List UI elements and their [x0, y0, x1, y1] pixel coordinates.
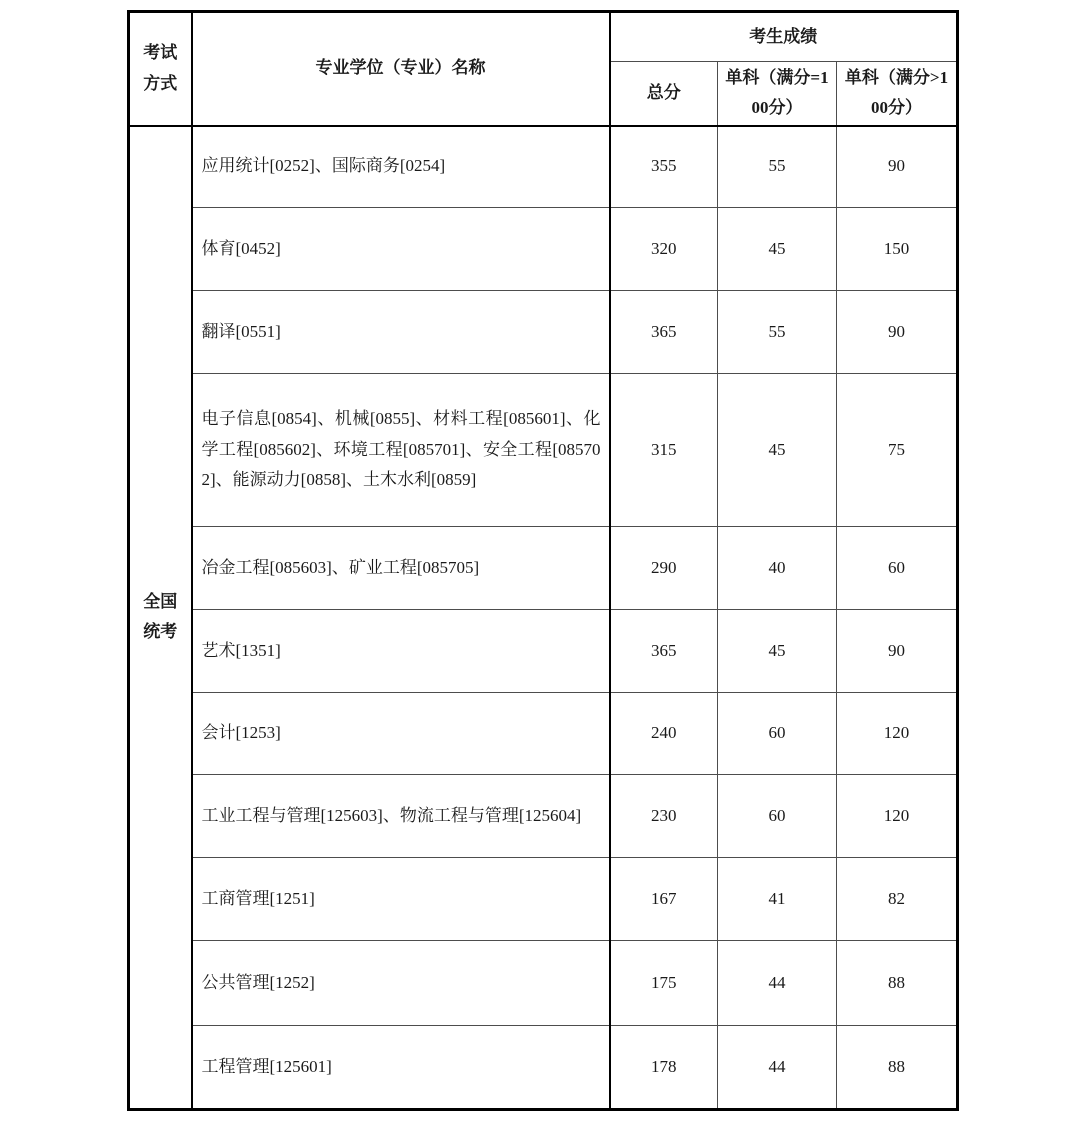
total-score-cell: 290 — [610, 527, 718, 610]
header-total-score: 总分 — [610, 62, 718, 126]
single-100-cell: 55 — [718, 126, 837, 208]
single-over-100-cell: 150 — [837, 208, 958, 291]
single-over-100-cell: 120 — [837, 775, 958, 858]
single-100-cell: 45 — [718, 610, 837, 693]
exam-method-value: 全国统考 — [129, 126, 192, 1110]
major-name-cell: 冶金工程[085603]、矿业工程[085705] — [192, 527, 610, 610]
total-score-cell: 365 — [610, 610, 718, 693]
table-row — [129, 1026, 958, 1110]
table-row — [129, 610, 958, 693]
table-row — [129, 291, 958, 374]
single-100-cell: 45 — [718, 374, 837, 527]
major-name-cell: 体育[0452] — [192, 208, 610, 291]
header-single-over-100: 单科（满分>100分） — [837, 62, 958, 126]
single-over-100-cell: 82 — [837, 858, 958, 941]
major-name-cell: 工业工程与管理[125603]、物流工程与管理[125604] — [192, 775, 610, 858]
single-over-100-cell: 88 — [837, 1026, 958, 1110]
single-over-100-cell: 60 — [837, 527, 958, 610]
total-score-cell: 175 — [610, 941, 718, 1026]
major-name-cell: 翻译[0551] — [192, 291, 610, 374]
total-score-cell: 167 — [610, 858, 718, 941]
major-name-cell: 工程管理[125601] — [192, 1026, 610, 1110]
single-over-100-cell: 120 — [837, 693, 958, 775]
single-100-cell: 60 — [718, 775, 837, 858]
header-score-group: 考生成绩 — [610, 12, 958, 62]
major-name-cell: 公共管理[1252] — [192, 941, 610, 1026]
major-name-cell: 电子信息[0854]、机械[0855]、材料工程[085601]、化学工程[085602]、环境工程[085701]、安全工程[085702]、能源动力[0858]、土木水利[0859] — [192, 374, 610, 527]
total-score-cell: 315 — [610, 374, 718, 527]
table-row — [129, 527, 958, 610]
single-100-cell: 45 — [718, 208, 837, 291]
single-100-cell: 44 — [718, 1026, 837, 1110]
single-100-cell: 44 — [718, 941, 837, 1026]
total-score-cell: 230 — [610, 775, 718, 858]
major-name-cell: 应用统计[0252]、国际商务[0254] — [192, 126, 610, 208]
table-row — [129, 374, 958, 527]
single-100-cell: 41 — [718, 858, 837, 941]
single-100-cell: 40 — [718, 527, 837, 610]
header-single-100: 单科（满分=100分） — [718, 62, 837, 126]
table-row — [129, 858, 958, 941]
score-table — [127, 10, 959, 1111]
table-row — [129, 208, 958, 291]
header-major-name: 专业学位（专业）名称 — [192, 12, 610, 126]
total-score-cell: 240 — [610, 693, 718, 775]
table-row — [129, 126, 958, 208]
single-100-cell: 55 — [718, 291, 837, 374]
total-score-cell: 320 — [610, 208, 718, 291]
table-row — [129, 775, 958, 858]
total-score-cell: 365 — [610, 291, 718, 374]
total-score-cell: 178 — [610, 1026, 718, 1110]
total-score-cell: 355 — [610, 126, 718, 208]
major-name-cell: 工商管理[1251] — [192, 858, 610, 941]
single-over-100-cell: 75 — [837, 374, 958, 527]
single-over-100-cell: 90 — [837, 291, 958, 374]
header-exam-method: 考试方式 — [129, 12, 192, 126]
table-row — [129, 941, 958, 1026]
single-100-cell: 60 — [718, 693, 837, 775]
single-over-100-cell: 90 — [837, 126, 958, 208]
single-over-100-cell: 90 — [837, 610, 958, 693]
table-row — [129, 693, 958, 775]
major-name-cell: 会计[1253] — [192, 693, 610, 775]
single-over-100-cell: 88 — [837, 941, 958, 1026]
major-name-cell: 艺术[1351] — [192, 610, 610, 693]
